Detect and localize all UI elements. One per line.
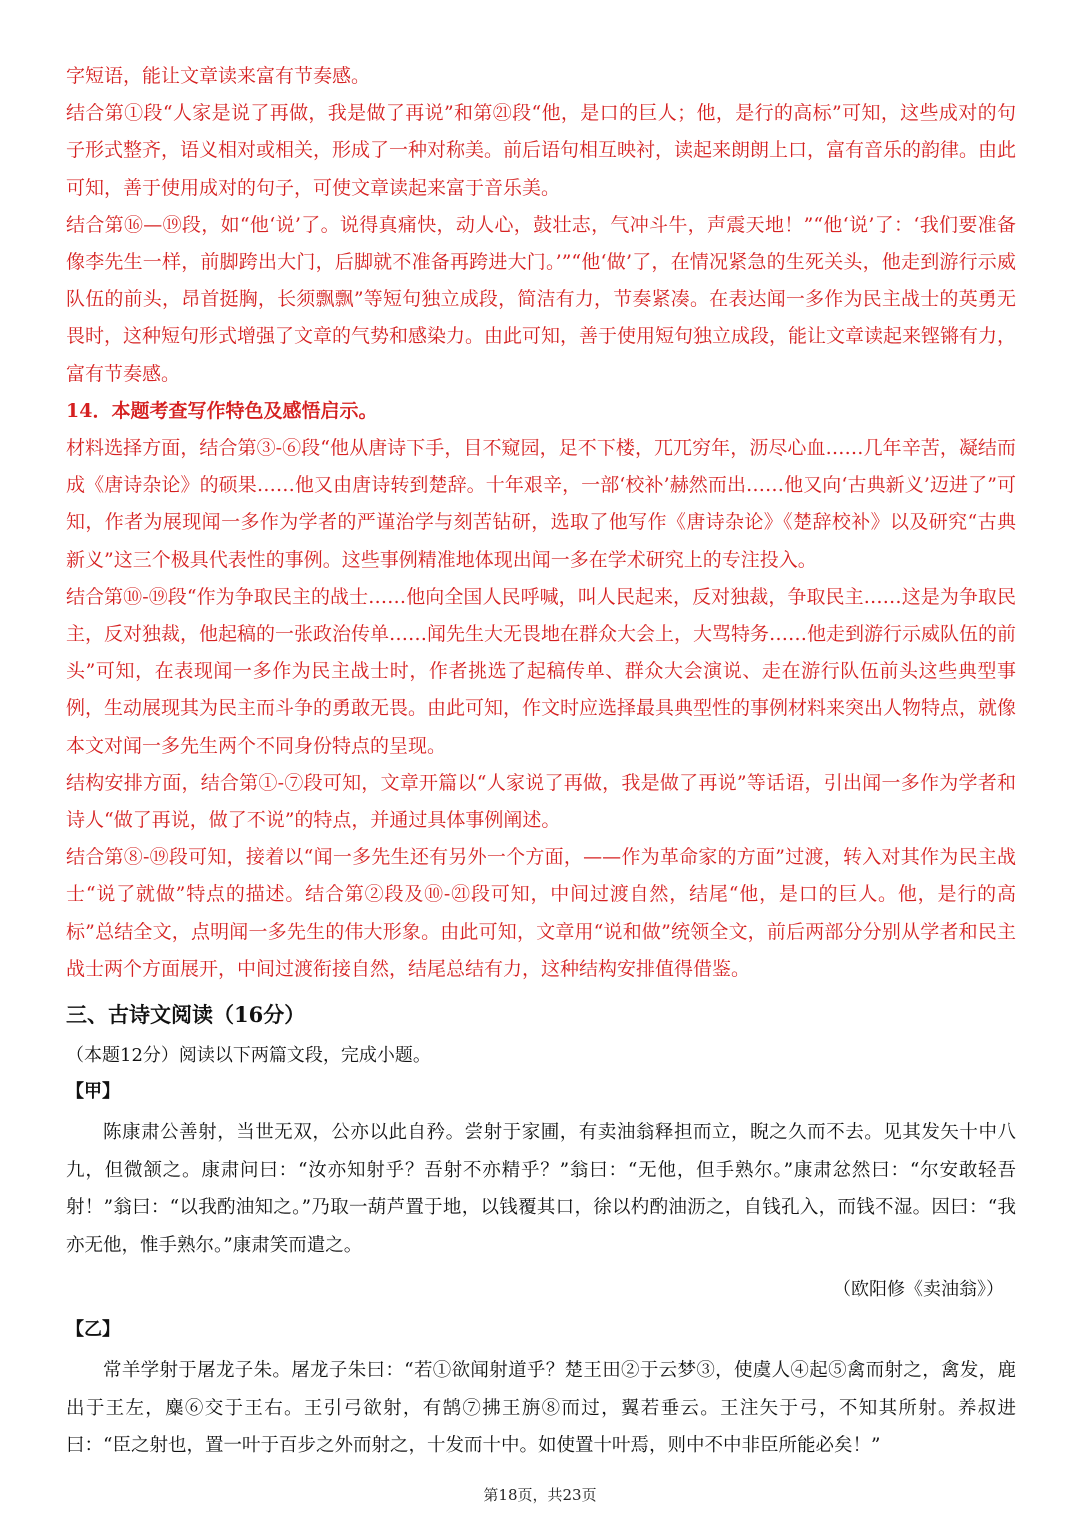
answer-paragraph-4: 材料选择方面，结合第③-⑥段“他从唐诗下手，目不窥园，足不下楼，兀兀穷年，沥尽心血……几年辛苦，凝结而成《唐诗杂论》的硕果……他又由唐诗转到楚辞。十年艰辛，一部‘校补’赫然而出……他又向‘古典新义’迈进了”可知，作者为展现闻一多作为学者的严谨治学与刻苦钻研，选取了他写作《唐诗杂论》《楚辞校补》以及研究“古典新义”这三个极具代表性的事例。这些事例精准地体现出闻一多在学术研究上的专注投入。 — [66, 437, 1016, 571]
answer-paragraph-5: 结合第⑩-⑲段“作为争取民主的战士……他向全国人民呼喊，叫人民起来，反对独裁，争取民主……这是为争取民主，反对独裁，他起稿的一张政治传单……闻先生大无畏地在群众大会上，大骂特务……他走到游行示威队伍的前头”可知，在表现闻一多作为民主战士时，作者挑选了起稿传单、群众大会演说、走在游行队伍前头这些典型事例，生动展现其为民主而斗争的勇敢无畏。由此可知，作文时应选择最具典型性的事例材料来突出人物特点，就像本文对闻一多先生两个不同身份特点的呈现。 — [66, 585, 1017, 757]
answer-paragraph-3: 结合第⑯—⑲段，如“他‘说’了。说得真痛快，动人心，鼓壮志，气冲斗牛，声震天地！”“他‘说’了：‘我们要准备像李先生一样，前脚跨出大门，后脚就不准备再跨进大门。’”“他‘做’了，在情况紧急的生死关头，他走到游行示威队伍的前头，昂首挺胸，长须飘飘”等短句独立成段，简洁有力，节奏紧凑。在表达闻一多作为民主战士的英勇无畏时，这种短句形式增强了文章的气势和感染力。由此可知，善于使用短句独立成段，能让文章读起来铿锵有力，富有节奏感。 — [66, 213, 1017, 385]
section-intro: （本题12分）阅读以下两篇文段，完成小题。 — [66, 1045, 431, 1067]
page-content — [66, 58, 1016, 1465]
answer-paragraph-2: 结合第①段“人家是说了再做，我是做了再说”和第㉑段“他，是口的巨人；他，是行的高标”可知，这些成对的句子形式整齐，语义相对或相关，形成了一种对称美。前后语句相互映衬，读起来朗朗上口，富有音乐的韵律。由此可知，善于使用成对的句子，可使文章读起来富于音乐美。 — [66, 102, 1017, 199]
passage-jia-text: 陈康肃公善射，当世无双，公亦以此自矜。尝射于家圃，有卖油翁释担而立，睨之久而不去。见其发矢十中八九，但微颔之。康肃问曰：“汝亦知射乎？吾射不亦精乎？”翁曰：“无他，但手熟尔。”康肃忿然曰：“尔安敢轻吾射！”翁曰：“以我酌油知之。”乃取一葫芦置于地，以钱覆其口，徐以杓酌油沥之，自钱孔入，而钱不湿。因曰：“我亦无他，惟手熟尔。”康肃笑而遣之。 — [66, 1122, 1016, 1256]
answer-analysis — [66, 58, 1016, 988]
page-number: 第18页，共23页 — [483, 1486, 597, 1504]
answer-paragraph-6: 结构安排方面，结合第①-⑦段可知，文章开篇以“人家说了再做，我是做了再说”等话语，引出闻一多作为学者和诗人“做了再说，做了不说”的特点，并通过具体事例阐述。 — [66, 771, 1016, 832]
question-14-heading: 14．本题考查写作特色及感悟启示。 — [66, 399, 378, 422]
answer-paragraph-1: 字短语，能让文章读来富有节奏感。 — [66, 65, 371, 87]
answer-paragraph-7: 结合第⑧-⑲段可知，接着以“闻一多先生还有另外一个方面，——作为革命家的方面”过渡，转入对其作为民主战士“说了就做”特点的描述。结合第②段及⑩-㉑段可知，中间过渡自然，结尾“他，是口的巨人。他，是行的高标”总结全文，点明闻一多先生的伟大形象。由此可知，文章用“说和做”统领全文，前后两部分分别从学者和民主战士两个方面展开，中间过渡衔接自然，结尾总结有力，这种结构安排值得借鉴。 — [66, 846, 1016, 980]
passage-yi-label: 【乙】 — [66, 1319, 120, 1341]
section-heading: 三、古诗文阅读（16分） — [66, 1002, 306, 1028]
passage-jia-source: （欧阳修《卖油翁》） — [833, 1279, 1004, 1301]
passage-yi-text: 常羊学射于屠龙子朱。屠龙子朱曰：“若①欲闻射道乎？楚王田②于云梦③，使虞人④起⑤禽而射之，禽发，鹿出于王左，麋⑥交于王右。王引弓欲射，有鹄⑦拂王旃⑧而过，翼若垂云。王注矢于弓，不知其所射。养叔进曰：“臣之射也，置一叶于百步之外而射之，十发而十中。如使置十叶焉，则中不中非臣所能必矣！” — [66, 1360, 1016, 1457]
passage-jia-label: 【甲】 — [66, 1081, 120, 1103]
